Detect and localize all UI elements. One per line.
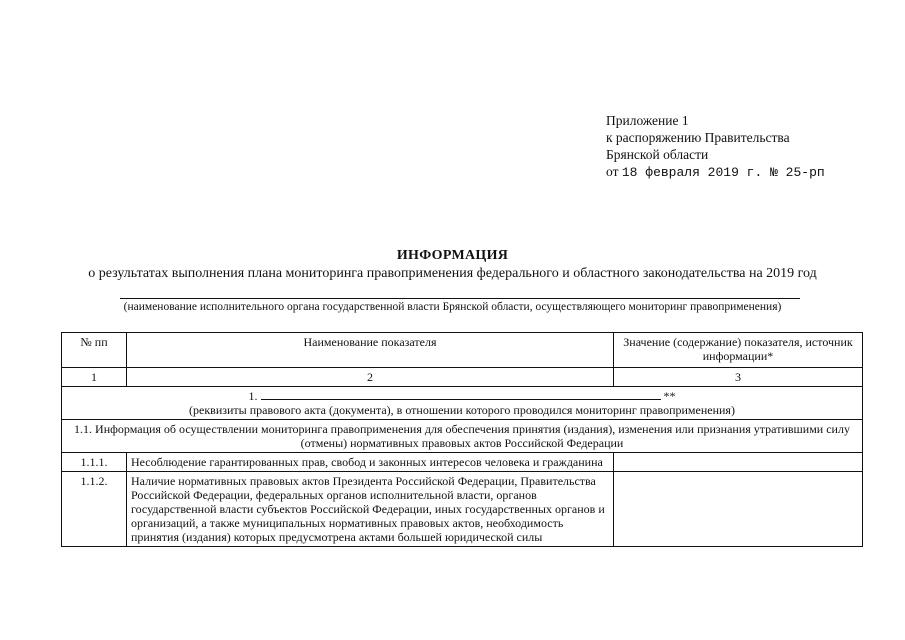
row-num: 1.1.2. [62, 472, 127, 547]
indicators-table [61, 332, 863, 547]
row-name: Несоблюдение гарантированных прав, свобод и законных интересов человека и гражданина [127, 453, 614, 472]
row-num: 1.1.1. [62, 453, 127, 472]
document-subtitle: о результатах выполнения плана мониторинга правоприменения федерального и областного законодательства на 2019 год [88, 266, 817, 281]
row-name: Наличие нормативных правовых актов Президента Российской Федерации, Правительства Российской Федерации, федеральных органов исполнительной власти, органов государственной власти субъектов Российской Федерации, иных государственных органов и организаций, а также муниципальных нормативных правовых актов, необходимость принятия (издания) которых предусмотрена актами большей юридической силы [127, 472, 614, 547]
section-number: 1. [248, 389, 258, 403]
table-row [62, 472, 863, 547]
agency-caption: (наименование исполнительного органа государственной власти Брянской области, осуществляющего мониторинг правоприменения) [123, 301, 782, 313]
table-row [62, 453, 863, 472]
section-cell [62, 387, 863, 420]
col-number-1: 1 [62, 368, 127, 387]
section-marker: ** [663, 389, 676, 403]
row-value [614, 453, 863, 472]
appendix-header [606, 112, 896, 181]
table-header-row [62, 333, 863, 368]
appendix-title: Приложение 1 [606, 113, 689, 128]
appendix-ref-order: к распоряжению Правительства [606, 130, 790, 145]
row-value [614, 472, 863, 547]
section-heading [66, 389, 858, 403]
subsection-row [62, 420, 863, 453]
appendix-ref-region: Брянской области [606, 147, 709, 162]
col-number-3: 3 [614, 368, 863, 387]
document-title: ИНФОРМАЦИЯ [396, 248, 509, 263]
header-value: Значение (содержание) показателя, источник информации* [614, 333, 863, 368]
section-act-blank [261, 389, 661, 400]
agency-name-line [120, 298, 800, 299]
header-num: № пп [62, 333, 127, 368]
appendix-date: 18 февраля 2019 г. № 25-рп [621, 165, 825, 180]
col-number-2: 2 [127, 368, 614, 387]
appendix-date-prefix: от [606, 164, 619, 179]
section-caption: (реквизиты правового акта (документа), в отношении которого проводился мониторинг правоприменения) [189, 403, 735, 417]
subsection-cell: 1.1. Информация об осуществлении мониторинга правоприменения для обеспечения принятия (издания), изменения или признания утратившими силу (отмены) нормативных правовых актов Российской Федерации [62, 420, 863, 453]
header-name: Наименование показателя [127, 333, 614, 368]
column-numbers-row [62, 368, 863, 387]
section-row [62, 387, 863, 420]
appendix-date-line [606, 163, 896, 181]
